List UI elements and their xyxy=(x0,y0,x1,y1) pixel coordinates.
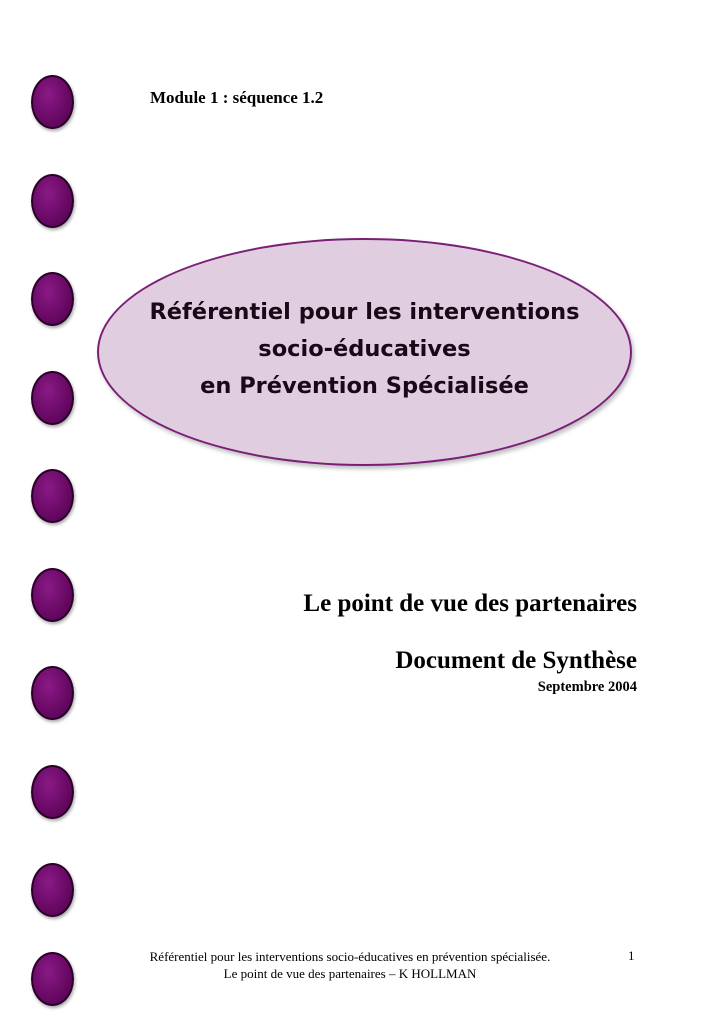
module-sequence-label: Module 1 : séquence 1.2 xyxy=(150,88,324,107)
binder-ring-decoration xyxy=(31,272,74,326)
binder-ring-decoration xyxy=(31,371,74,425)
page-number: 1 xyxy=(628,948,635,963)
main-title xyxy=(97,294,632,405)
binder-ring-decoration xyxy=(31,765,74,819)
binder-ring-decoration xyxy=(31,666,74,720)
binder-ring-decoration xyxy=(31,75,74,129)
binder-ring-decoration xyxy=(31,469,74,523)
footer-line-1: Référentiel pour les interventions socio-éducatives en prévention spécialisée. xyxy=(149,949,551,964)
document-date: Septembre 2004 xyxy=(537,679,637,695)
page-footer xyxy=(100,948,600,982)
document-title: Document de Synthèse xyxy=(395,647,637,674)
main-title-line-2: socio-éducatives xyxy=(258,336,471,362)
main-title-line-3: en Prévention Spécialisée xyxy=(200,373,529,399)
binder-ring-decoration xyxy=(31,952,74,1006)
subtitle: Le point de vue des partenaires xyxy=(303,590,637,617)
main-title-line-1: Référentiel pour les interventions xyxy=(149,299,580,325)
binder-ring-decoration xyxy=(31,863,74,917)
binder-ring-decoration xyxy=(31,568,74,622)
footer-line-2: Le point de vue des partenaires – K HOLLMAN xyxy=(223,966,477,981)
binder-ring-decoration xyxy=(31,174,74,228)
